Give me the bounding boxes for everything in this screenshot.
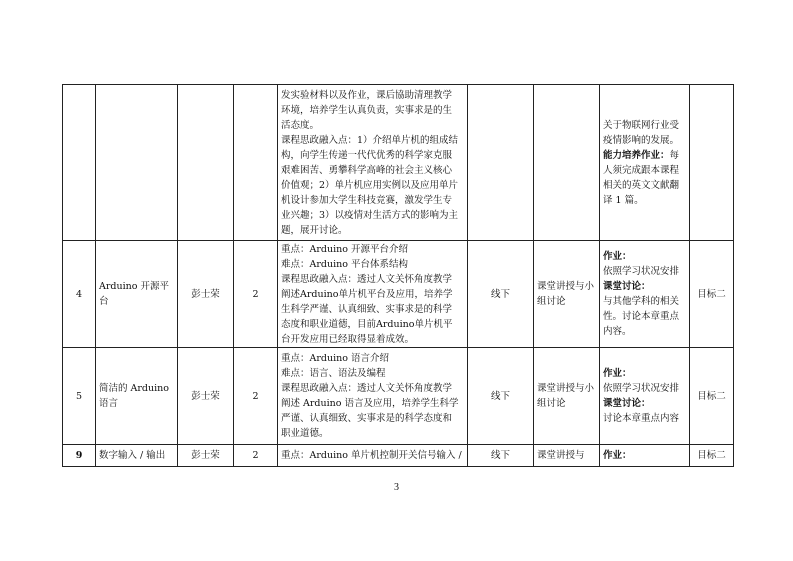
cell-number: 9 bbox=[63, 445, 96, 467]
content-line: 艰难困苦、勇攀科学高峰的社会主义核心 bbox=[281, 164, 453, 176]
homework-heading: 作业： bbox=[603, 251, 632, 262]
content-line: 阐述Arduino单片机平台及应用，培养学 bbox=[281, 288, 453, 300]
cell-topic: Arduino 开源平台 bbox=[96, 241, 178, 348]
table-row bbox=[63, 85, 734, 241]
content-line: 课程思政融入点：1）介绍单片机的组成结 bbox=[281, 134, 459, 146]
content-line: 活态度。 bbox=[281, 119, 320, 131]
cell-content bbox=[278, 241, 468, 348]
cell-homework bbox=[600, 445, 690, 467]
table-row bbox=[63, 348, 734, 445]
homework-heading: 课堂讨论： bbox=[603, 281, 651, 292]
homework-text: 每 bbox=[669, 149, 680, 161]
homework-line: 讨论本章重点内容 bbox=[603, 413, 680, 424]
content-line: 机设计参加大学生科技竞赛，激发学生专 bbox=[281, 194, 453, 206]
content-line: 台开发应用已经取得显着成效。 bbox=[281, 333, 415, 345]
cell-content bbox=[278, 348, 468, 445]
content-line: 课程思政融入点：透过人文关怀角度教学 bbox=[281, 383, 453, 394]
cell-hours: 2 bbox=[234, 241, 278, 348]
cell-teacher bbox=[178, 85, 234, 241]
content-line: 阐述 Arduino 语言及应用，培养学生科学 bbox=[281, 398, 459, 409]
cell-hours bbox=[234, 85, 278, 241]
cell-goal: 目标二 bbox=[690, 445, 734, 467]
homework-heading: 作业： bbox=[603, 368, 632, 379]
content-line: 难点：Arduino 平台体系结构 bbox=[281, 258, 408, 270]
cell-mode: 线下 bbox=[468, 241, 534, 348]
cell-method bbox=[534, 85, 600, 241]
homework-line: 疫情影响的发展。 bbox=[603, 134, 680, 146]
homework-heading: 能力培养作业： bbox=[603, 149, 670, 161]
content-line: 生科学严谨、认真细致、实事求是的科学 bbox=[281, 303, 453, 315]
content-line: 题，展开讨论。 bbox=[281, 224, 348, 236]
cell-teacher: 彭士荣 bbox=[178, 445, 234, 467]
cell-topic: 数字输入 / 输出 bbox=[96, 445, 178, 467]
cell-method: 课堂讲授与 bbox=[534, 445, 600, 467]
homework-line: 关于物联网行业受 bbox=[603, 119, 680, 131]
homework-line: 性。讨论本章重点 bbox=[603, 311, 680, 322]
content-line: 构，向学生传递一代代优秀的科学家克服 bbox=[281, 149, 453, 161]
homework-heading: 作业： bbox=[603, 450, 632, 461]
homework-heading: 课堂讨论： bbox=[603, 398, 651, 409]
cell-hours: 2 bbox=[234, 445, 278, 467]
cell-method: 课堂讲授与小组讨论 bbox=[534, 348, 600, 445]
cell-teacher: 彭士荣 bbox=[178, 241, 234, 348]
cell-mode bbox=[468, 85, 534, 241]
cell-hours: 2 bbox=[234, 348, 278, 445]
homework-line bbox=[603, 148, 686, 163]
cell-homework bbox=[600, 348, 690, 445]
homework-line: 人须完成跟本课程 bbox=[603, 164, 680, 176]
content-line: 课程思政融入点：透过人文关怀角度教学 bbox=[281, 273, 453, 285]
cell-goal: 目标二 bbox=[690, 241, 734, 348]
cell-homework bbox=[600, 85, 690, 241]
cell-number bbox=[63, 85, 96, 241]
content-line: 严谨、认真细致、实事求是的科学态度和 bbox=[281, 413, 453, 424]
cell-goal bbox=[690, 85, 734, 241]
homework-line: 译 1 篇。 bbox=[603, 194, 644, 206]
cell-teacher: 彭士荣 bbox=[178, 348, 234, 445]
cell-number: 5 bbox=[63, 348, 96, 445]
content-line: 重点：Arduino 单片机控制开关信号输入 / bbox=[281, 450, 462, 461]
table-row bbox=[63, 241, 734, 348]
content-line: 发实验材料以及作业，课后協助清理教学 bbox=[281, 89, 453, 101]
homework-line: 内容。 bbox=[603, 326, 632, 337]
homework-line: 依照学习状况安排 bbox=[603, 266, 680, 277]
table-row bbox=[63, 445, 734, 467]
cell-mode: 线下 bbox=[468, 445, 534, 467]
syllabus-table bbox=[62, 84, 734, 467]
homework-line: 相关的英文文献翻 bbox=[603, 179, 680, 191]
content-line: 难点：语言、语法及编程 bbox=[281, 368, 386, 379]
cell-topic bbox=[96, 85, 178, 241]
cell-topic: 简洁的 Arduino 语言 bbox=[96, 348, 178, 445]
cell-mode: 线下 bbox=[468, 348, 534, 445]
cell-homework bbox=[600, 241, 690, 348]
homework-line: 与其他学科的相关 bbox=[603, 296, 680, 307]
content-line: 态度和职业道德，目前Arduino单片机平 bbox=[281, 318, 453, 330]
cell-content bbox=[278, 445, 468, 467]
content-line: 重点：Arduino 开源平台介绍 bbox=[281, 243, 408, 255]
homework-line: 依照学习状况安排 bbox=[603, 383, 680, 394]
cell-content bbox=[278, 85, 468, 241]
cell-number: 4 bbox=[63, 241, 96, 348]
content-line: 价值观；2）单片机应用实例以及应用单片 bbox=[281, 179, 459, 191]
content-line: 环境，培养学生认真负责，实事求是的生 bbox=[281, 104, 453, 116]
content-line: 职业道德。 bbox=[281, 428, 329, 439]
content-line: 重点：Arduino 语言介绍 bbox=[281, 353, 389, 364]
content-line: 业兴趣；3）以疫情对生活方式的影响为主 bbox=[281, 209, 459, 221]
cell-method: 课堂讲授与小组讨论 bbox=[534, 241, 600, 348]
cell-goal: 目标二 bbox=[690, 348, 734, 445]
page-number: 3 bbox=[394, 482, 399, 493]
